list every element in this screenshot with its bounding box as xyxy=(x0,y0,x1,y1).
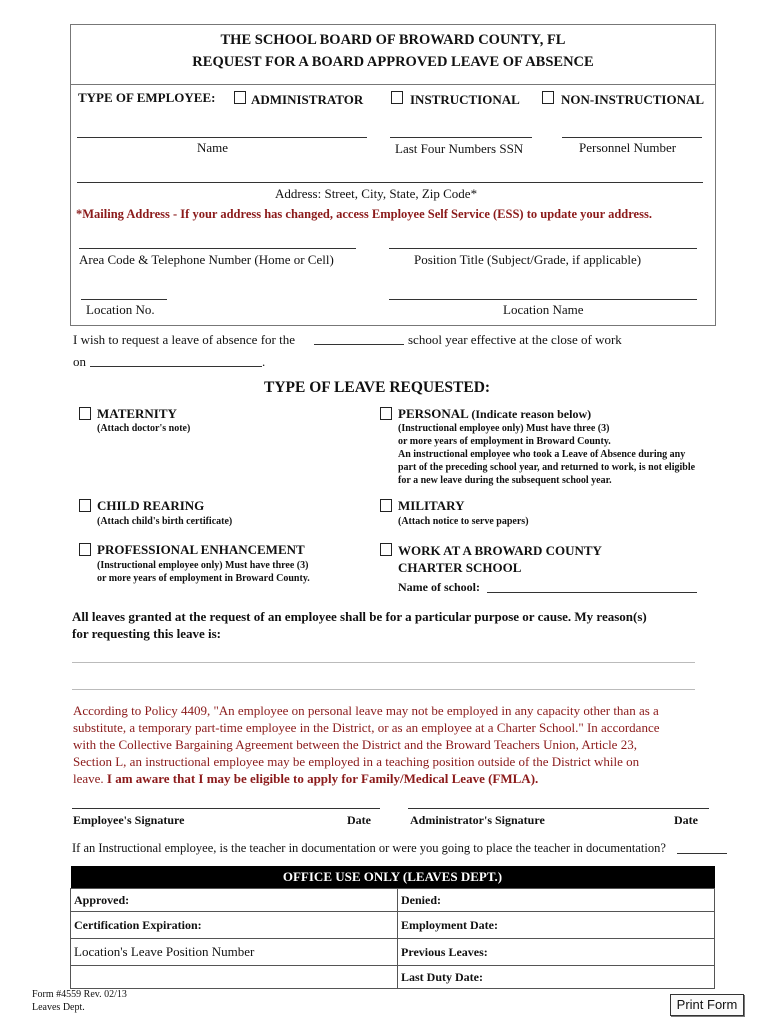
policy-line-2: substitute, a temporary part-time employee in the District, or as an employee at a Charter School." In accordance xyxy=(73,720,660,735)
name-label: Name xyxy=(197,140,229,155)
administrator-signature-line[interactable] xyxy=(408,808,709,809)
reasons-text-2: for requesting this leave is: xyxy=(72,626,222,641)
administrator-checkbox[interactable] xyxy=(234,91,246,104)
location-name-label: Location Name xyxy=(503,302,584,317)
last-duty-date-cell[interactable]: Last Duty Date: xyxy=(398,966,715,989)
fmla-statement: I am aware that I may be eligible to apply for Family/Medical Leave (FMLA). xyxy=(106,771,539,786)
employee-signature-label: Employee's Signature xyxy=(73,813,185,827)
maternity-label: MATERNITY xyxy=(97,406,177,421)
form-department: Leaves Dept. xyxy=(32,1002,85,1013)
professional-note-1: (Instructional employee only) Must have three (3) xyxy=(97,560,309,571)
effective-date-input-line[interactable] xyxy=(90,366,262,367)
charter-school-label xyxy=(398,542,602,576)
personal-label xyxy=(398,406,591,422)
charter-label-1: WORK AT A BROWARD COUNTY xyxy=(398,543,602,558)
charter-school-checkbox[interactable] xyxy=(380,543,392,556)
address-label: Address: Street, City, State, Zip Code* xyxy=(275,186,478,201)
personal-note-2: or more years of employment in Broward County. xyxy=(398,436,611,447)
personal-note xyxy=(398,422,695,487)
employee-date-label: Date xyxy=(347,813,371,827)
personnel-label: Personnel Number xyxy=(579,140,677,155)
personal-label-note: (Indicate reason below) xyxy=(471,407,592,421)
administrator-signature-label: Administrator's Signature xyxy=(410,813,545,827)
personnel-input-line[interactable] xyxy=(562,137,702,138)
position-label: Position Title (Subject/Grade, if applicable) xyxy=(414,252,642,267)
previous-leaves-cell[interactable]: Previous Leaves: xyxy=(398,939,715,966)
child-rearing-label: CHILD REARING xyxy=(97,498,205,513)
personal-checkbox[interactable] xyxy=(380,407,392,420)
request-on-label: on xyxy=(73,354,86,369)
request-text-1: I wish to request a leave of absence for the xyxy=(73,332,295,347)
denied-cell[interactable]: Denied: xyxy=(398,889,715,912)
ssn-label: Last Four Numbers SSN xyxy=(395,141,524,156)
personal-note-3: An instructional employee who took a Leave of Absence during any xyxy=(398,449,686,460)
location-no-input-line[interactable] xyxy=(81,299,167,300)
administrator-label: ADMINISTRATOR xyxy=(251,92,364,107)
empty-cell xyxy=(71,966,398,989)
policy-line-3: with the Collective Bargaining Agreement between the District and the Broward Teachers Union, Article 23, xyxy=(73,737,637,752)
professional-enhancement-checkbox[interactable] xyxy=(79,543,91,556)
military-checkbox[interactable] xyxy=(380,499,392,512)
maternity-checkbox[interactable] xyxy=(79,407,91,420)
child-rearing-note: (Attach child's birth certificate) xyxy=(97,516,233,527)
policy-line-5 xyxy=(73,770,660,787)
personal-note-5: for a new leave during the subsequent school year. xyxy=(398,475,612,486)
policy-line-4: Section L, an instructional employee may be employed in a teaching position outside of the District while on xyxy=(73,754,640,769)
form-title: REQUEST FOR A BOARD APPROVED LEAVE OF ABSENCE xyxy=(192,54,594,70)
school-name-label: Name of school: xyxy=(398,580,480,594)
reason-input-line-2[interactable] xyxy=(72,689,695,690)
professional-enhancement-label: PROFESSIONAL ENHANCEMENT xyxy=(97,542,305,557)
maternity-note: (Attach doctor's note) xyxy=(97,423,191,434)
school-year-input-line[interactable] xyxy=(314,344,404,345)
certification-expiration-cell[interactable]: Certification Expiration: xyxy=(71,912,398,939)
military-note: (Attach notice to serve papers) xyxy=(398,516,529,527)
employee-signature-line[interactable] xyxy=(72,808,380,809)
header-separator xyxy=(70,84,716,85)
policy-line-5a: leave. xyxy=(73,771,107,786)
approved-cell[interactable]: Approved: xyxy=(71,889,398,912)
non-instructional-label: NON-INSTRUCTIONAL xyxy=(561,92,705,107)
instructional-question: If an Instructional employee, is the teacher in documentation or were you going to place the teacher in documentation? xyxy=(72,841,666,855)
location-name-input-line[interactable] xyxy=(389,299,697,300)
ssn-input-line[interactable] xyxy=(390,137,532,138)
personal-note-1: (Instructional employee only) Must have three (3) xyxy=(398,423,610,434)
org-title: THE SCHOOL BOARD OF BROWARD COUNTY, FL xyxy=(220,32,566,48)
instructional-answer-line[interactable] xyxy=(677,853,727,854)
form-footer xyxy=(32,988,127,1014)
school-name-input-line[interactable] xyxy=(487,592,697,593)
policy-line-1: According to Policy 4409, "An employee on personal leave may not be employed in any capacity other than as a xyxy=(73,703,659,718)
instructional-checkbox[interactable] xyxy=(391,91,403,104)
employment-date-cell[interactable]: Employment Date: xyxy=(398,912,715,939)
reasons-text xyxy=(72,608,647,642)
office-use-heading: OFFICE USE ONLY (LEAVES DEPT.) xyxy=(71,866,715,889)
military-label: MILITARY xyxy=(398,498,465,513)
child-rearing-checkbox[interactable] xyxy=(79,499,91,512)
request-text-2: school year effective at the close of work xyxy=(408,332,622,347)
phone-input-line[interactable] xyxy=(79,248,356,249)
personal-note-4: part of the preceding school year, and returned to work, is not eligible xyxy=(398,462,696,473)
professional-enhancement-note xyxy=(97,559,310,585)
location-leave-position-cell[interactable]: Location's Leave Position Number xyxy=(71,939,398,966)
administrator-date-label: Date xyxy=(674,813,698,827)
phone-label: Area Code & Telephone Number (Home or Cell) xyxy=(79,252,334,267)
non-instructional-checkbox[interactable] xyxy=(542,91,554,104)
office-use-table xyxy=(70,866,715,989)
personal-label-text: PERSONAL xyxy=(398,406,469,421)
reasons-text-1: All leaves granted at the request of an employee shall be for a particular purpose or cause. My reason(s) xyxy=(72,609,647,624)
position-input-line[interactable] xyxy=(389,248,697,249)
mailing-address-note: *Mailing Address - If your address has changed, access Employee Self Service (ESS) to update your address. xyxy=(76,207,652,221)
request-period: . xyxy=(262,354,266,369)
print-form-button[interactable]: Print Form xyxy=(670,994,744,1016)
address-input-line[interactable] xyxy=(77,182,703,183)
charter-label-2: CHARTER SCHOOL xyxy=(398,560,522,575)
instructional-label: INSTRUCTIONAL xyxy=(410,92,520,107)
employee-type-label: TYPE OF EMPLOYEE: xyxy=(78,90,216,105)
name-input-line[interactable] xyxy=(77,137,367,138)
reason-input-line-1[interactable] xyxy=(72,662,695,663)
professional-note-2: or more years of employment in Broward County. xyxy=(97,573,310,584)
form-number: Form #4559 Rev. 02/13 xyxy=(32,989,127,1000)
policy-paragraph xyxy=(73,702,660,787)
location-no-label: Location No. xyxy=(86,302,155,317)
leave-type-heading: TYPE OF LEAVE REQUESTED: xyxy=(264,379,491,396)
